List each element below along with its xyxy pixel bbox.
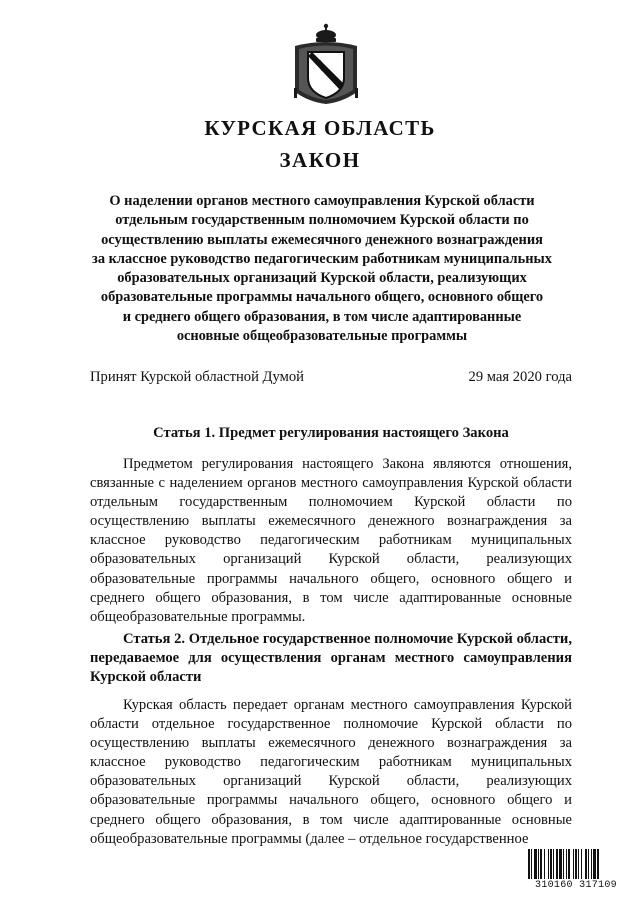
- article-1-text: Предметом регулирования настоящего Закона являются отношения, связанные с наделением органов местного самоуправления Курской области отдельным государственным полномочием Курской области по осуществлению выплаты ежемесячного денежного вознаграждения за классное руководство педагогическим работникам муниципальных образовательных организаций Курской области, реализующих образовательные программы начального общего, основного общего и среднего общего образования, в том числе адаптированные основные общеобразовательные программы.: [90, 456, 572, 625]
- article-2-heading: Статья 2. Отдельное государственное полномочие Курской области, передаваемое для осуществления органам местного самоуправления Курской области: [90, 631, 572, 685]
- article-2-text: Курская область передает органам местного самоуправления Курской области отдельное государственное полномочие Курской области по осуществлению выплаты ежемесячного денежного вознаграждения за классное руководство педагогическим работникам муниципальных образовательных организаций Курской области, реализующих образовательные программы начального общего, основного общего и среднего общего образования, в том числе адаптированные основные общеобразовательные программы (далее – отдельное государственное: [90, 697, 572, 847]
- title-line: за классное руководство педагогическим работникам муниципальных: [92, 250, 552, 267]
- law-title: [80, 192, 564, 346]
- adopted-by: Принят Курской областной Думой: [90, 369, 304, 385]
- title-line: О наделении органов местного самоуправления Курской области: [109, 193, 535, 209]
- document-type-heading: ЗАКОН: [279, 148, 361, 172]
- title-line: образовательных организаций Курской области, реализующих: [117, 270, 527, 287]
- adoption-date: 29 мая 2020 года: [468, 369, 572, 385]
- adoption-line: [90, 368, 572, 387]
- kursk-coat-of-arms-icon: [291, 22, 361, 106]
- title-line: образовательные программы начального общего, основного общего: [100, 289, 544, 306]
- barcode-number: 310160 317109: [528, 879, 624, 893]
- region-heading: КУРСКАЯ ОБЛАСТЬ: [204, 116, 436, 140]
- title-line: и среднего общего образования, в том числе адаптированные: [122, 308, 522, 325]
- barcode: [528, 849, 624, 895]
- title-line: основные общеобразовательные программы: [176, 328, 468, 345]
- title-line: отдельным государственным полномочием Курской области по: [115, 212, 529, 229]
- article-1-heading: Статья 1. Предмет регулирования настоящего Закона: [153, 425, 509, 441]
- title-line: осуществлению выплаты ежемесячного денежного вознаграждения: [101, 231, 543, 248]
